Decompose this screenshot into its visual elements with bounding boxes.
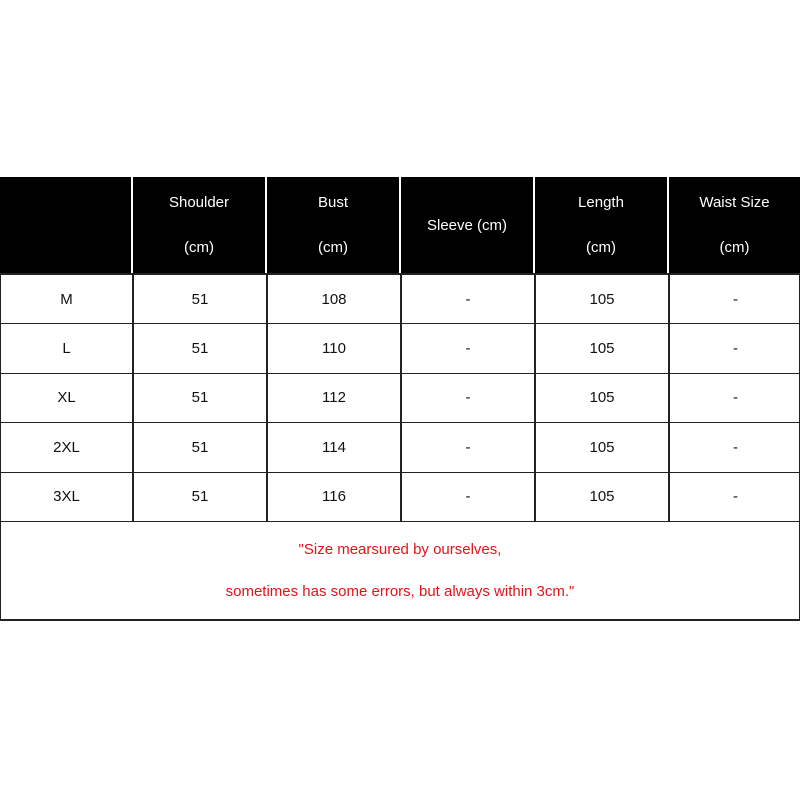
cell-sleeve: - — [402, 423, 536, 471]
table-row — [1, 324, 799, 373]
cell-sleeve: - — [402, 324, 536, 372]
cell-waist: - — [733, 438, 738, 456]
cell-waist: - — [733, 290, 738, 308]
cell-waist: - — [733, 488, 738, 506]
cell-length: 105 — [536, 374, 670, 422]
measurement-note — [0, 522, 800, 621]
table-row — [1, 374, 799, 423]
table-header — [0, 177, 800, 275]
cell-size: 3XL — [1, 473, 134, 521]
cell-shoulder: 51 — [134, 324, 268, 372]
header-bust-label: Bust — [317, 194, 348, 211]
header-waist-unit: (cm) — [719, 239, 750, 256]
cell-length: 105 — [536, 473, 670, 521]
header-waist — [669, 177, 800, 273]
cell-bust: 114 — [268, 423, 402, 471]
header-shoulder — [133, 177, 267, 273]
header-length-unit: (cm) — [585, 239, 616, 256]
cell-sleeve: - — [402, 374, 536, 422]
cell-length: 105 — [536, 275, 670, 323]
cell-size: XL — [1, 374, 134, 422]
header-bust — [267, 177, 401, 273]
header-shoulder-unit: (cm) — [183, 239, 214, 256]
table-row — [1, 473, 799, 522]
note-line-1: "Size mearsured by ourselves, — [298, 540, 502, 558]
cell-shoulder: 51 — [134, 473, 268, 521]
cell-bust: 112 — [268, 374, 402, 422]
cell-bust: 108 — [268, 275, 402, 323]
cell-size: L — [1, 324, 134, 372]
cell-length: 105 — [536, 324, 670, 372]
cell-size: M — [1, 275, 134, 323]
cell-bust: 110 — [268, 324, 402, 372]
header-sleeve-label: Sleeve (cm) — [426, 216, 508, 234]
header-sleeve — [401, 177, 535, 273]
cell-sleeve: - — [402, 275, 536, 323]
cell-sleeve: - — [402, 473, 536, 521]
header-size — [0, 177, 133, 273]
header-waist-label: Waist Size — [699, 194, 770, 211]
cell-size: 2XL — [1, 423, 134, 471]
table-body — [0, 275, 800, 522]
size-table — [0, 177, 800, 621]
header-length — [535, 177, 669, 273]
cell-shoulder: 51 — [134, 423, 268, 471]
table-row — [1, 275, 799, 324]
cell-waist: - — [733, 340, 738, 358]
cell-shoulder: 51 — [134, 275, 268, 323]
header-shoulder-label: Shoulder — [168, 194, 230, 211]
cell-bust: 116 — [268, 473, 402, 521]
cell-shoulder: 51 — [134, 374, 268, 422]
note-line-2: sometimes has some errors, but always within 3cm." — [225, 583, 575, 601]
header-length-label: Length — [578, 194, 624, 211]
cell-waist: - — [733, 389, 738, 407]
cell-length: 105 — [536, 423, 670, 471]
table-row — [1, 423, 799, 472]
header-bust-unit: (cm) — [317, 239, 348, 256]
